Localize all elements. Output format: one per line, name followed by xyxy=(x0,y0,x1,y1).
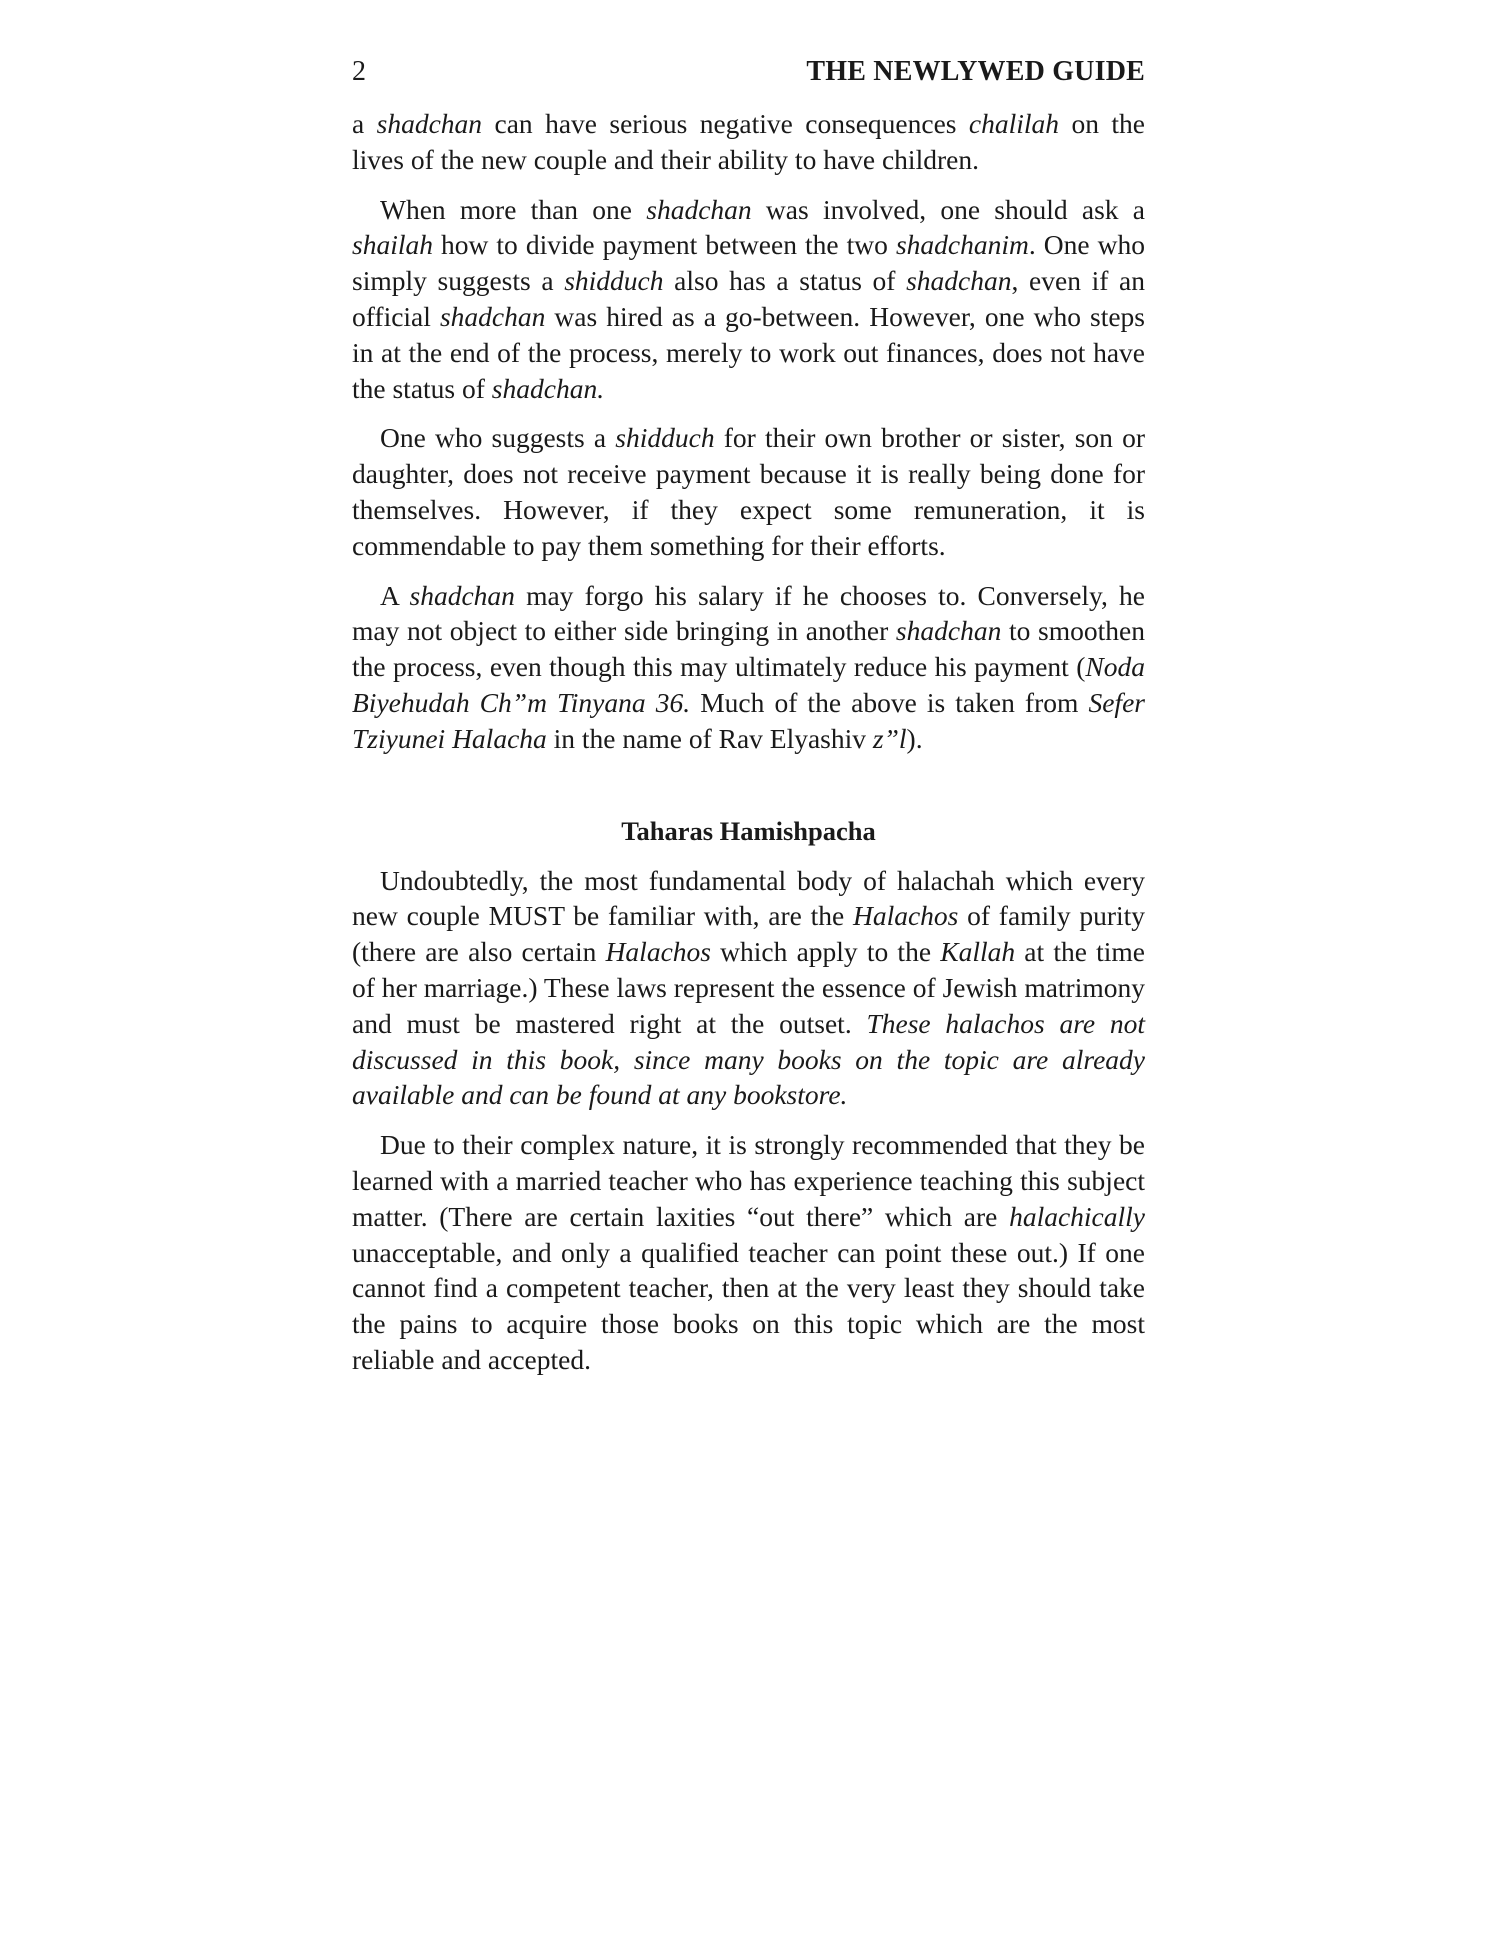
italic-run: shidduch xyxy=(564,265,664,297)
text-run: One who suggests a xyxy=(380,422,616,454)
page-number: 2 xyxy=(352,56,366,87)
italic-run: Noda Biyehudah Ch”m Tinyana 36. xyxy=(352,651,1145,718)
italic-run: These halachos are not discussed in this book, since many books on the topic are already available and can be found at any bookstore. xyxy=(352,1007,1145,1111)
text-run: Undoubtedly, the most fundamental body of halachah which every new couple MUST be familiar with, are the xyxy=(352,864,1145,932)
italic-run: shailah xyxy=(352,229,433,261)
paragraph-5 xyxy=(352,863,1145,1114)
italic-run: shadchan xyxy=(439,300,546,332)
italic-run: shidduch xyxy=(615,422,715,454)
paragraph-1 xyxy=(352,106,1145,178)
text-run: A xyxy=(380,579,410,611)
text-run: for their own brother or sister, son or daughter, does not receive payment because it is really being done for themselves. However, if they expect some remuneration, it is commendable to pay them something for their efforts. xyxy=(352,422,1145,561)
italic-run: Sefer Tziyunei Halacha xyxy=(352,686,1145,754)
text-run: of family purity (there are also certain xyxy=(352,900,1146,968)
italic-run: shadchan xyxy=(906,265,1012,297)
italic-run: shadchan xyxy=(409,579,515,611)
text-run: . One who simply suggests a xyxy=(352,229,1145,297)
text-run: When more than one xyxy=(380,193,647,225)
running-header xyxy=(352,52,1145,92)
text-run: Much of the above is taken from xyxy=(690,686,1089,718)
italic-run: shadchanim xyxy=(895,229,1029,261)
text-run: also has a status of xyxy=(663,265,907,297)
text-run: on the lives of the new couple and their ability to have children. xyxy=(352,108,1145,175)
section-heading: Taharas Hamishpacha xyxy=(621,815,876,846)
italic-run: shadchan xyxy=(646,193,752,225)
italic-run: shadchan. xyxy=(491,372,605,404)
italic-run: Halachos xyxy=(605,936,711,968)
text-run: ). xyxy=(906,722,923,754)
text-run: which apply to the xyxy=(710,936,941,968)
body-text xyxy=(352,106,1145,1378)
text-run: , even if an official xyxy=(352,265,1146,332)
text-run: to smoothen the process, even though this may ultimately reduce his payment ( xyxy=(352,615,1145,683)
text-run: can have serious negative consequences xyxy=(482,108,969,139)
text-run: how to divide payment between the two xyxy=(432,229,896,261)
paragraph-4 xyxy=(352,578,1145,757)
italic-run: halachically xyxy=(1009,1200,1145,1232)
italic-run: chalilah xyxy=(968,108,1060,139)
text-run: a xyxy=(352,108,377,139)
italic-run: shadchan xyxy=(895,615,1002,647)
book-page xyxy=(352,52,1145,1392)
text-run: may forgo his salary if he chooses to. Conversely, he may not object to either side bringing in another xyxy=(352,579,1145,647)
italic-run: Kallah xyxy=(940,936,1016,968)
text-run: was hired as a go-between. However, one who steps in at the end of the process, merely to work out finances, does not have the status of xyxy=(352,300,1145,404)
paragraph-6 xyxy=(352,1127,1145,1378)
text-run: was involved, one should ask a xyxy=(751,193,1145,225)
italic-run: Halachos xyxy=(852,900,959,932)
italic-run: shadchan xyxy=(376,108,483,139)
text-run: unacceptable, and only a qualified teacher can point these out.) If one cannot find a competent teacher, then at the very least they should take the pains to acquire those books on this topic which are the most reliable and accepted. xyxy=(352,1236,1145,1375)
text-run: Due to their complex nature, it is strongly recommended that they be learned with a married teacher who has experience teaching this subject matter. (There are certain laxities “out there” which are xyxy=(352,1129,1145,1232)
text-run: in the name of Rav Elyashiv xyxy=(546,722,873,754)
paragraph-3 xyxy=(352,420,1145,563)
text-run: at the time of her marriage.) These laws represent the essence of Jewish matrimony and must be mastered right at the outset. xyxy=(352,936,1145,1039)
book-title: THE NEWLYWED GUIDE xyxy=(806,56,1145,87)
italic-run: z”l xyxy=(872,722,907,754)
paragraph-2 xyxy=(352,192,1145,407)
